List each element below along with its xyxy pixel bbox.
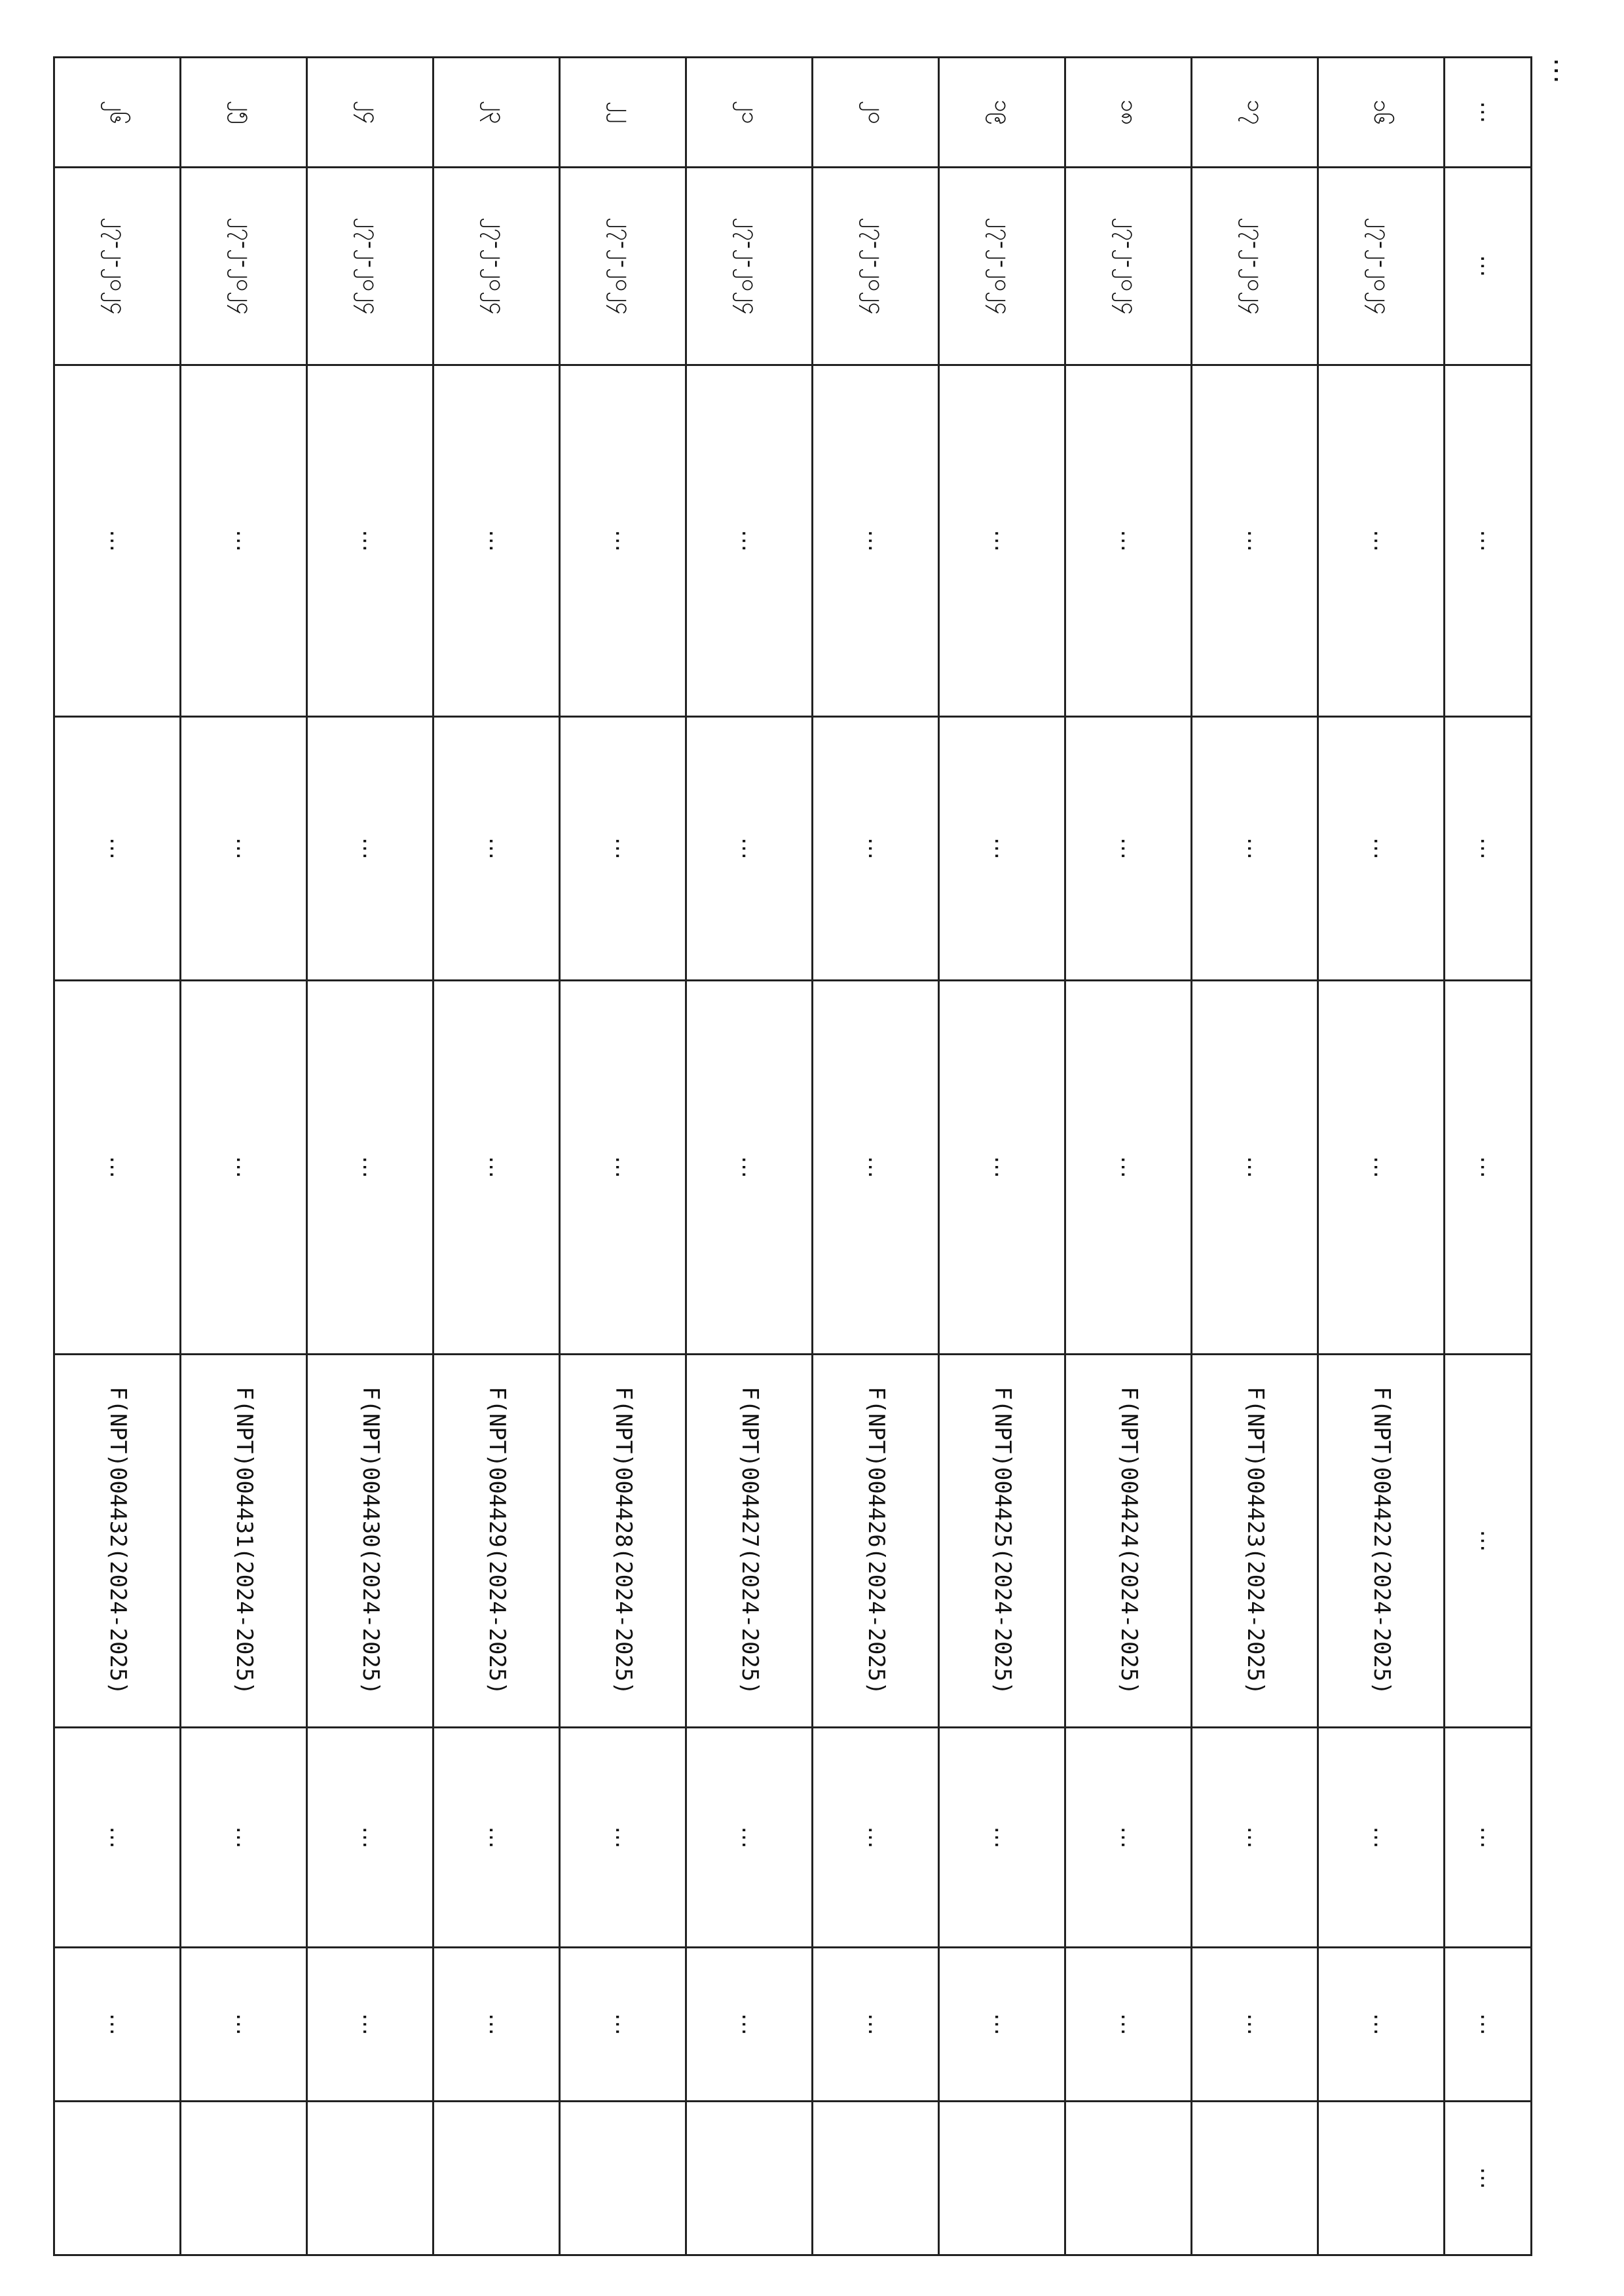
cell-cert-no: F(NPT)004432(2024-2025): [54, 1354, 181, 1728]
cell-status: …: [1192, 1947, 1318, 2101]
cell-township: …: [434, 1728, 560, 1948]
cell-cert-no: F(NPT)004429(2024-2025): [434, 1354, 560, 1728]
cell-cert-no: F(NPT)004424(2024-2025): [1065, 1354, 1192, 1728]
cell-no: ၂၆: [54, 58, 181, 168]
cell-location: …: [1192, 980, 1318, 1354]
cell-location: …: [939, 980, 1065, 1354]
cell-cert-no: F(NPT)004428(2024-2025): [560, 1354, 686, 1728]
cell-date: ၂၇-၂-၂၀၂၄: [1065, 167, 1192, 365]
cell-no: ၁၇: [1192, 58, 1318, 168]
cell-location: …: [813, 980, 939, 1354]
register-table: [53, 56, 1532, 2256]
cell-date: ၂၇-၂-၂၀၂၄: [813, 167, 939, 365]
cell-location: …: [560, 980, 686, 1354]
cell-no: ၂၂: [560, 58, 686, 168]
cell-township: …: [307, 1728, 434, 1948]
cell-location: …: [1065, 980, 1192, 1354]
cell-no: ၁၆: [1318, 58, 1445, 168]
cell-status: …: [307, 1947, 434, 2101]
cell-date: ၂၇-၂-၂၀၂၄: [54, 167, 181, 365]
cell-date: ၂၇-၂-၂၀၂၄: [181, 167, 307, 365]
document-heading: …: [1548, 58, 1578, 84]
cell-type: …: [307, 717, 434, 981]
cell-location: …: [434, 980, 560, 1354]
col-header-location: …: [1445, 980, 1532, 1354]
table-row: [434, 58, 560, 2255]
cell-cert-no: F(NPT)004423(2024-2025): [1192, 1354, 1318, 1728]
cell-date: ၂၇-၂-၂၀၂၄: [560, 167, 686, 365]
cell-remark: [560, 2101, 686, 2255]
cell-name: …: [54, 365, 181, 716]
cell-date: ၂၇-၂-၂၀၂၄: [686, 167, 813, 365]
cell-township: …: [686, 1728, 813, 1948]
cell-status: …: [181, 1947, 307, 2101]
cell-name: …: [939, 365, 1065, 716]
cell-no: ၂၅: [181, 58, 307, 168]
table-row: [54, 58, 181, 2255]
table-row: [181, 58, 307, 2255]
cell-remark: [1065, 2101, 1192, 2255]
cell-type: …: [1065, 717, 1192, 981]
cell-township: …: [939, 1728, 1065, 1948]
cell-name: …: [1318, 365, 1445, 716]
cell-type: …: [54, 717, 181, 981]
cell-name: …: [181, 365, 307, 716]
cell-location: …: [686, 980, 813, 1354]
cell-name: …: [307, 365, 434, 716]
cell-name: …: [1192, 365, 1318, 716]
col-header-date: …: [1445, 167, 1532, 365]
cell-township: …: [1192, 1728, 1318, 1948]
table-row: [1318, 58, 1445, 2255]
cell-name: …: [686, 365, 813, 716]
table-row: [560, 58, 686, 2255]
cell-township: …: [54, 1728, 181, 1948]
cell-remark: [813, 2101, 939, 2255]
cell-type: …: [181, 717, 307, 981]
cell-no: ၂၁: [686, 58, 813, 168]
cell-township: …: [1065, 1728, 1192, 1948]
cell-remark: [1318, 2101, 1445, 2255]
cell-status: …: [939, 1947, 1065, 2101]
cell-no: ၂၃: [434, 58, 560, 168]
cell-status: …: [434, 1947, 560, 2101]
cell-location: …: [307, 980, 434, 1354]
cell-remark: [181, 2101, 307, 2255]
cell-township: …: [813, 1728, 939, 1948]
cell-cert-no: F(NPT)004430(2024-2025): [307, 1354, 434, 1728]
cell-location: …: [1318, 980, 1445, 1354]
col-header-type: …: [1445, 717, 1532, 981]
cell-status: …: [560, 1947, 686, 2101]
cell-name: …: [813, 365, 939, 716]
cell-township: …: [560, 1728, 686, 1948]
cell-cert-no: F(NPT)004431(2024-2025): [181, 1354, 307, 1728]
cell-no: ၁၈: [1065, 58, 1192, 168]
col-header-no: …: [1445, 58, 1532, 168]
cell-remark: [434, 2101, 560, 2255]
cell-no: ၂၀: [813, 58, 939, 168]
col-header-township: …: [1445, 1728, 1532, 1948]
table-row: [813, 58, 939, 2255]
cell-location: …: [54, 980, 181, 1354]
header-row: [1445, 58, 1532, 2255]
cell-type: …: [560, 717, 686, 981]
cell-name: …: [1065, 365, 1192, 716]
cell-type: …: [686, 717, 813, 981]
col-header-cert-no: …: [1445, 1354, 1532, 1728]
cell-status: …: [1065, 1947, 1192, 2101]
col-header-status: …: [1445, 1947, 1532, 2101]
cell-date: ၂၇-၂-၂၀၂၄: [1192, 167, 1318, 365]
cell-remark: [307, 2101, 434, 2255]
cell-date: ၂၇-၂-၂၀၂၄: [1318, 167, 1445, 365]
cell-township: …: [1318, 1728, 1445, 1948]
cell-cert-no: F(NPT)004422(2024-2025): [1318, 1354, 1445, 1728]
table-row: [1065, 58, 1192, 2255]
cell-type: …: [939, 717, 1065, 981]
col-header-name: …: [1445, 365, 1532, 716]
cell-date: ၂၇-၂-၂၀၂၄: [307, 167, 434, 365]
cell-remark: [1192, 2101, 1318, 2255]
col-header-remark: …: [1445, 2101, 1532, 2255]
cell-remark: [939, 2101, 1065, 2255]
cell-status: …: [1318, 1947, 1445, 2101]
cell-cert-no: F(NPT)004425(2024-2025): [939, 1354, 1065, 1728]
cell-remark: [686, 2101, 813, 2255]
cell-type: …: [434, 717, 560, 981]
cell-type: …: [1318, 717, 1445, 981]
cell-type: …: [1192, 717, 1318, 981]
cell-cert-no: F(NPT)004427(2024-2025): [686, 1354, 813, 1728]
cell-status: …: [686, 1947, 813, 2101]
cell-date: ၂၇-၂-၂၀၂၄: [939, 167, 1065, 365]
cell-township: …: [181, 1728, 307, 1948]
cell-remark: [54, 2101, 181, 2255]
table-row: [686, 58, 813, 2255]
cell-name: …: [434, 365, 560, 716]
cell-no: ၂၄: [307, 58, 434, 168]
cell-name: …: [560, 365, 686, 716]
cell-no: ၁၉: [939, 58, 1065, 168]
table-row: [307, 58, 434, 2255]
table-row: [939, 58, 1065, 2255]
table-row: [1192, 58, 1318, 2255]
cell-status: …: [813, 1947, 939, 2101]
cell-status: …: [54, 1947, 181, 2101]
cell-type: …: [813, 717, 939, 981]
cell-cert-no: F(NPT)004426(2024-2025): [813, 1354, 939, 1728]
cell-date: ၂၇-၂-၂၀၂၄: [434, 167, 560, 365]
cell-location: …: [181, 980, 307, 1354]
